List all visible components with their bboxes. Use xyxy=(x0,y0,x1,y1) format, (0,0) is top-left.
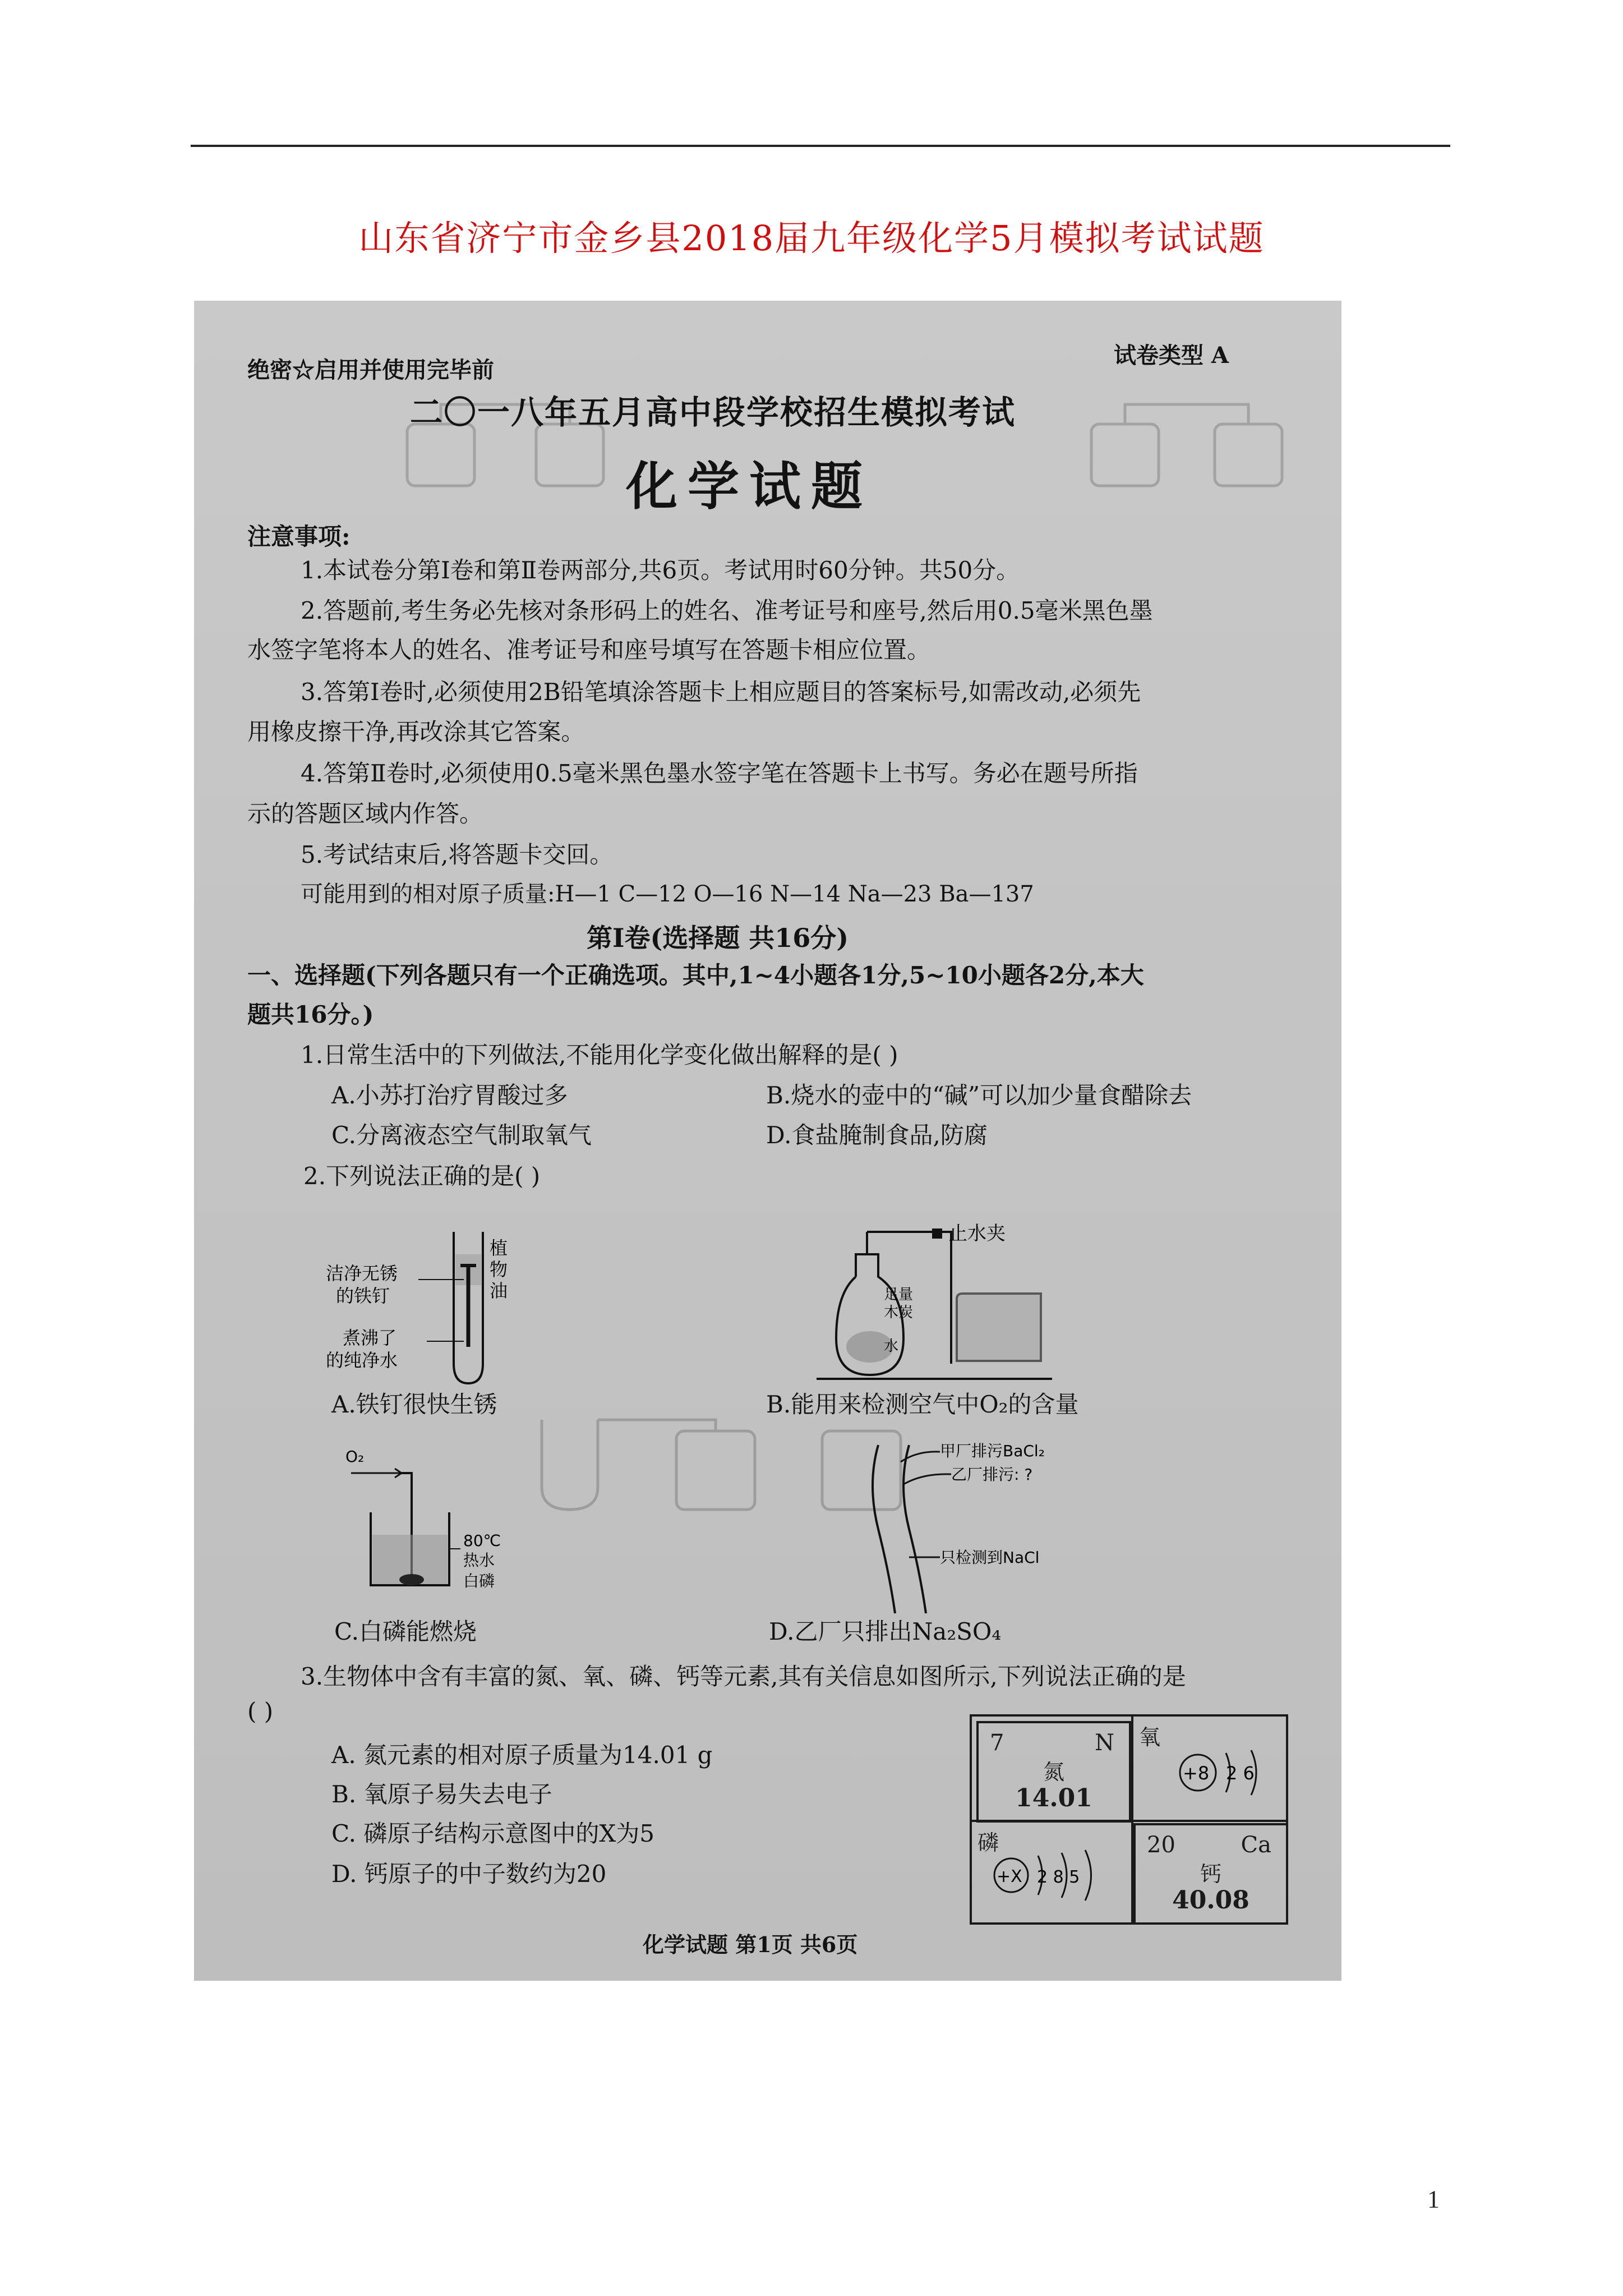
q2-option-d: D.乙厂只排出Na₂SO₄ xyxy=(769,1618,1002,1645)
calcium-name: 钙 xyxy=(1200,1862,1221,1887)
fig-d-label-2: 乙厂排污: ? xyxy=(951,1465,1033,1484)
fig-c-label-1: O₂ xyxy=(345,1447,365,1466)
phosphorus-atom-diagram xyxy=(983,1844,1129,1912)
q3-option-c: C. 磷原子结构示意图中的X为5 xyxy=(331,1820,654,1847)
page-footer: 化学试题 第1页 共6页 xyxy=(643,1932,858,1957)
instructions-line-2: 题共16分。) xyxy=(247,1001,374,1028)
document-title: 山东省济宁市金乡县2018届九年级化学5月模拟考试试题 xyxy=(358,218,1265,259)
phosphorus-cell xyxy=(972,1822,1131,1923)
q2-figure-a-test-tube xyxy=(326,1226,511,1406)
nitrogen-cell xyxy=(976,1721,1131,1823)
notice-heading: 注意事项: xyxy=(247,523,351,550)
q3-option-d: D. 钙原子的中子数约为20 xyxy=(331,1860,607,1888)
paper-type: 试卷类型 A xyxy=(1114,342,1229,369)
q3-element-info-table xyxy=(970,1714,1288,1925)
confidential-mark: 绝密☆启用并使用完毕前 xyxy=(247,357,494,383)
notice-1: 1.本试卷分第Ⅰ卷和第Ⅱ卷两部分,共6页。考试用时60分钟。共50分。 xyxy=(301,556,1020,584)
fig-a-label-4: 的纯净水 xyxy=(326,1350,398,1371)
fig-b-label-1: 止水夹 xyxy=(948,1222,1006,1245)
subject-title: 化学试题 xyxy=(626,456,873,517)
oxygen-label: 氧 xyxy=(1139,1725,1161,1750)
header-rule xyxy=(191,145,1450,147)
section-title: 第Ⅰ卷(选择题 共16分) xyxy=(587,923,849,953)
page-number: 1 xyxy=(1427,2185,1440,2213)
fig-a-label-1: 洁净无锈 xyxy=(326,1263,398,1284)
q2-figure-d-river xyxy=(856,1439,1125,1619)
table-divider-horizontal xyxy=(972,1820,1286,1822)
q1-option-c: C.分离液态空气制取氧气 xyxy=(331,1121,592,1149)
q1-option-d: D.食盐腌制食品,防腐 xyxy=(766,1121,988,1149)
phosphorus-label: 磷 xyxy=(978,1830,999,1855)
q1-stem: 1.日常生活中的下列做法,不能用化学变化做出解释的是( ) xyxy=(301,1041,898,1069)
calcium-cell xyxy=(1133,1823,1288,1925)
fig-d-label-1: 甲厂排污BaCl₂ xyxy=(940,1442,1045,1460)
nitrogen-mass: 14.01 xyxy=(1015,1784,1092,1812)
q2-option-b: B.能用来检测空气中O₂的含量 xyxy=(766,1391,1079,1418)
notice-3a: 3.答第Ⅰ卷时,必须使用2B铅笔填涂答题卡上相应题目的答案标号,如需改动,必须先 xyxy=(301,678,1141,706)
scanned-exam-page xyxy=(194,301,1341,1981)
fig-b-label-2: 足量 xyxy=(884,1286,914,1303)
q2-option-a: A.铁钉很快生锈 xyxy=(331,1391,497,1418)
fig-d-label-3: 只检测到NaCl xyxy=(940,1548,1040,1567)
fig-a-label-2: 的铁钉 xyxy=(336,1285,390,1306)
atomic-masses: 可能用到的相对原子质量:H—1 C—12 O—16 N—14 Na—23 Ba—137 xyxy=(301,881,1034,907)
notice-4b: 示的答题区域内作答。 xyxy=(247,800,483,827)
oxygen-cell xyxy=(1133,1717,1286,1820)
fig-a-label-5: 植 xyxy=(490,1237,508,1259)
fig-a-label-3: 煮沸了 xyxy=(343,1327,397,1349)
fig-a-label-6: 物 xyxy=(490,1259,508,1280)
fig-c-label-2: 80℃ xyxy=(463,1531,501,1550)
q3-stem: 3.生物体中含有丰富的氮、氧、磷、钙等元素,其有关信息如图所示,下列说法正确的是 xyxy=(301,1663,1186,1690)
q1-option-b: B.烧水的壶中的“碱”可以加少量食醋除去 xyxy=(766,1082,1192,1109)
q3-option-b: B. 氧原子易失去电子 xyxy=(331,1780,552,1808)
calcium-mass: 40.08 xyxy=(1172,1886,1249,1915)
q2-stem: 2.下列说法正确的是( ) xyxy=(303,1162,541,1190)
oxygen-nucleus: +8 xyxy=(1183,1763,1210,1784)
notice-3b: 用橡皮擦干净,再改涂其它答案。 xyxy=(247,718,585,746)
nitrogen-name: 氮 xyxy=(1043,1760,1064,1784)
calcium-number: 20 xyxy=(1147,1832,1175,1858)
phosphorus-shells: 2 8 5 xyxy=(1037,1867,1080,1887)
notice-4a: 4.答第Ⅱ卷时,必须使用0.5毫米黑色墨水签字笔在答题卡上书写。务必在题号所指 xyxy=(301,760,1138,787)
notice-2a: 2.答题前,考生务必先核对条形码上的姓名、准考证号和座号,然后用0.5毫米黑色墨 xyxy=(301,597,1153,624)
fig-b-label-3: 木炭 xyxy=(884,1304,914,1321)
nitrogen-symbol: N xyxy=(1095,1730,1114,1756)
oxygen-shells: 2 6 xyxy=(1226,1763,1255,1784)
exam-title: 二〇一八年五月高中段学校招生模拟考试 xyxy=(410,393,1016,431)
q2-option-c: C.白磷能燃烧 xyxy=(334,1618,477,1645)
calcium-symbol: Ca xyxy=(1241,1832,1271,1858)
q3-option-a: A. 氮元素的相对原子质量为14.01 g xyxy=(331,1741,713,1769)
q2-figure-b-apparatus xyxy=(817,1221,1052,1389)
notice-2b: 水签字笔将本人的姓名、准考证号和座号填写在答题卡相应位置。 xyxy=(247,636,931,664)
q2-figure-c-beaker xyxy=(345,1439,531,1602)
q3-paren: ( ) xyxy=(247,1697,274,1725)
fig-b-label-4: 水 xyxy=(884,1338,899,1355)
notice-5: 5.考试结束后,将答题卡交回。 xyxy=(301,841,614,868)
fig-c-label-3: 热水 xyxy=(463,1551,495,1570)
fig-c-label-4: 白磷 xyxy=(463,1572,495,1590)
instructions-line-1: 一、选择题(下列各题只有一个正确选项。其中,1~4小题各1分,5~10小题各2分,本大 xyxy=(247,961,1144,989)
phosphorus-nucleus: +X xyxy=(997,1867,1022,1887)
fig-a-label-7: 油 xyxy=(490,1280,508,1301)
q1-option-a: A.小苏打治疗胃酸过多 xyxy=(331,1082,568,1109)
oxygen-atom-diagram xyxy=(1167,1739,1279,1806)
nitrogen-number: 7 xyxy=(990,1730,1004,1756)
